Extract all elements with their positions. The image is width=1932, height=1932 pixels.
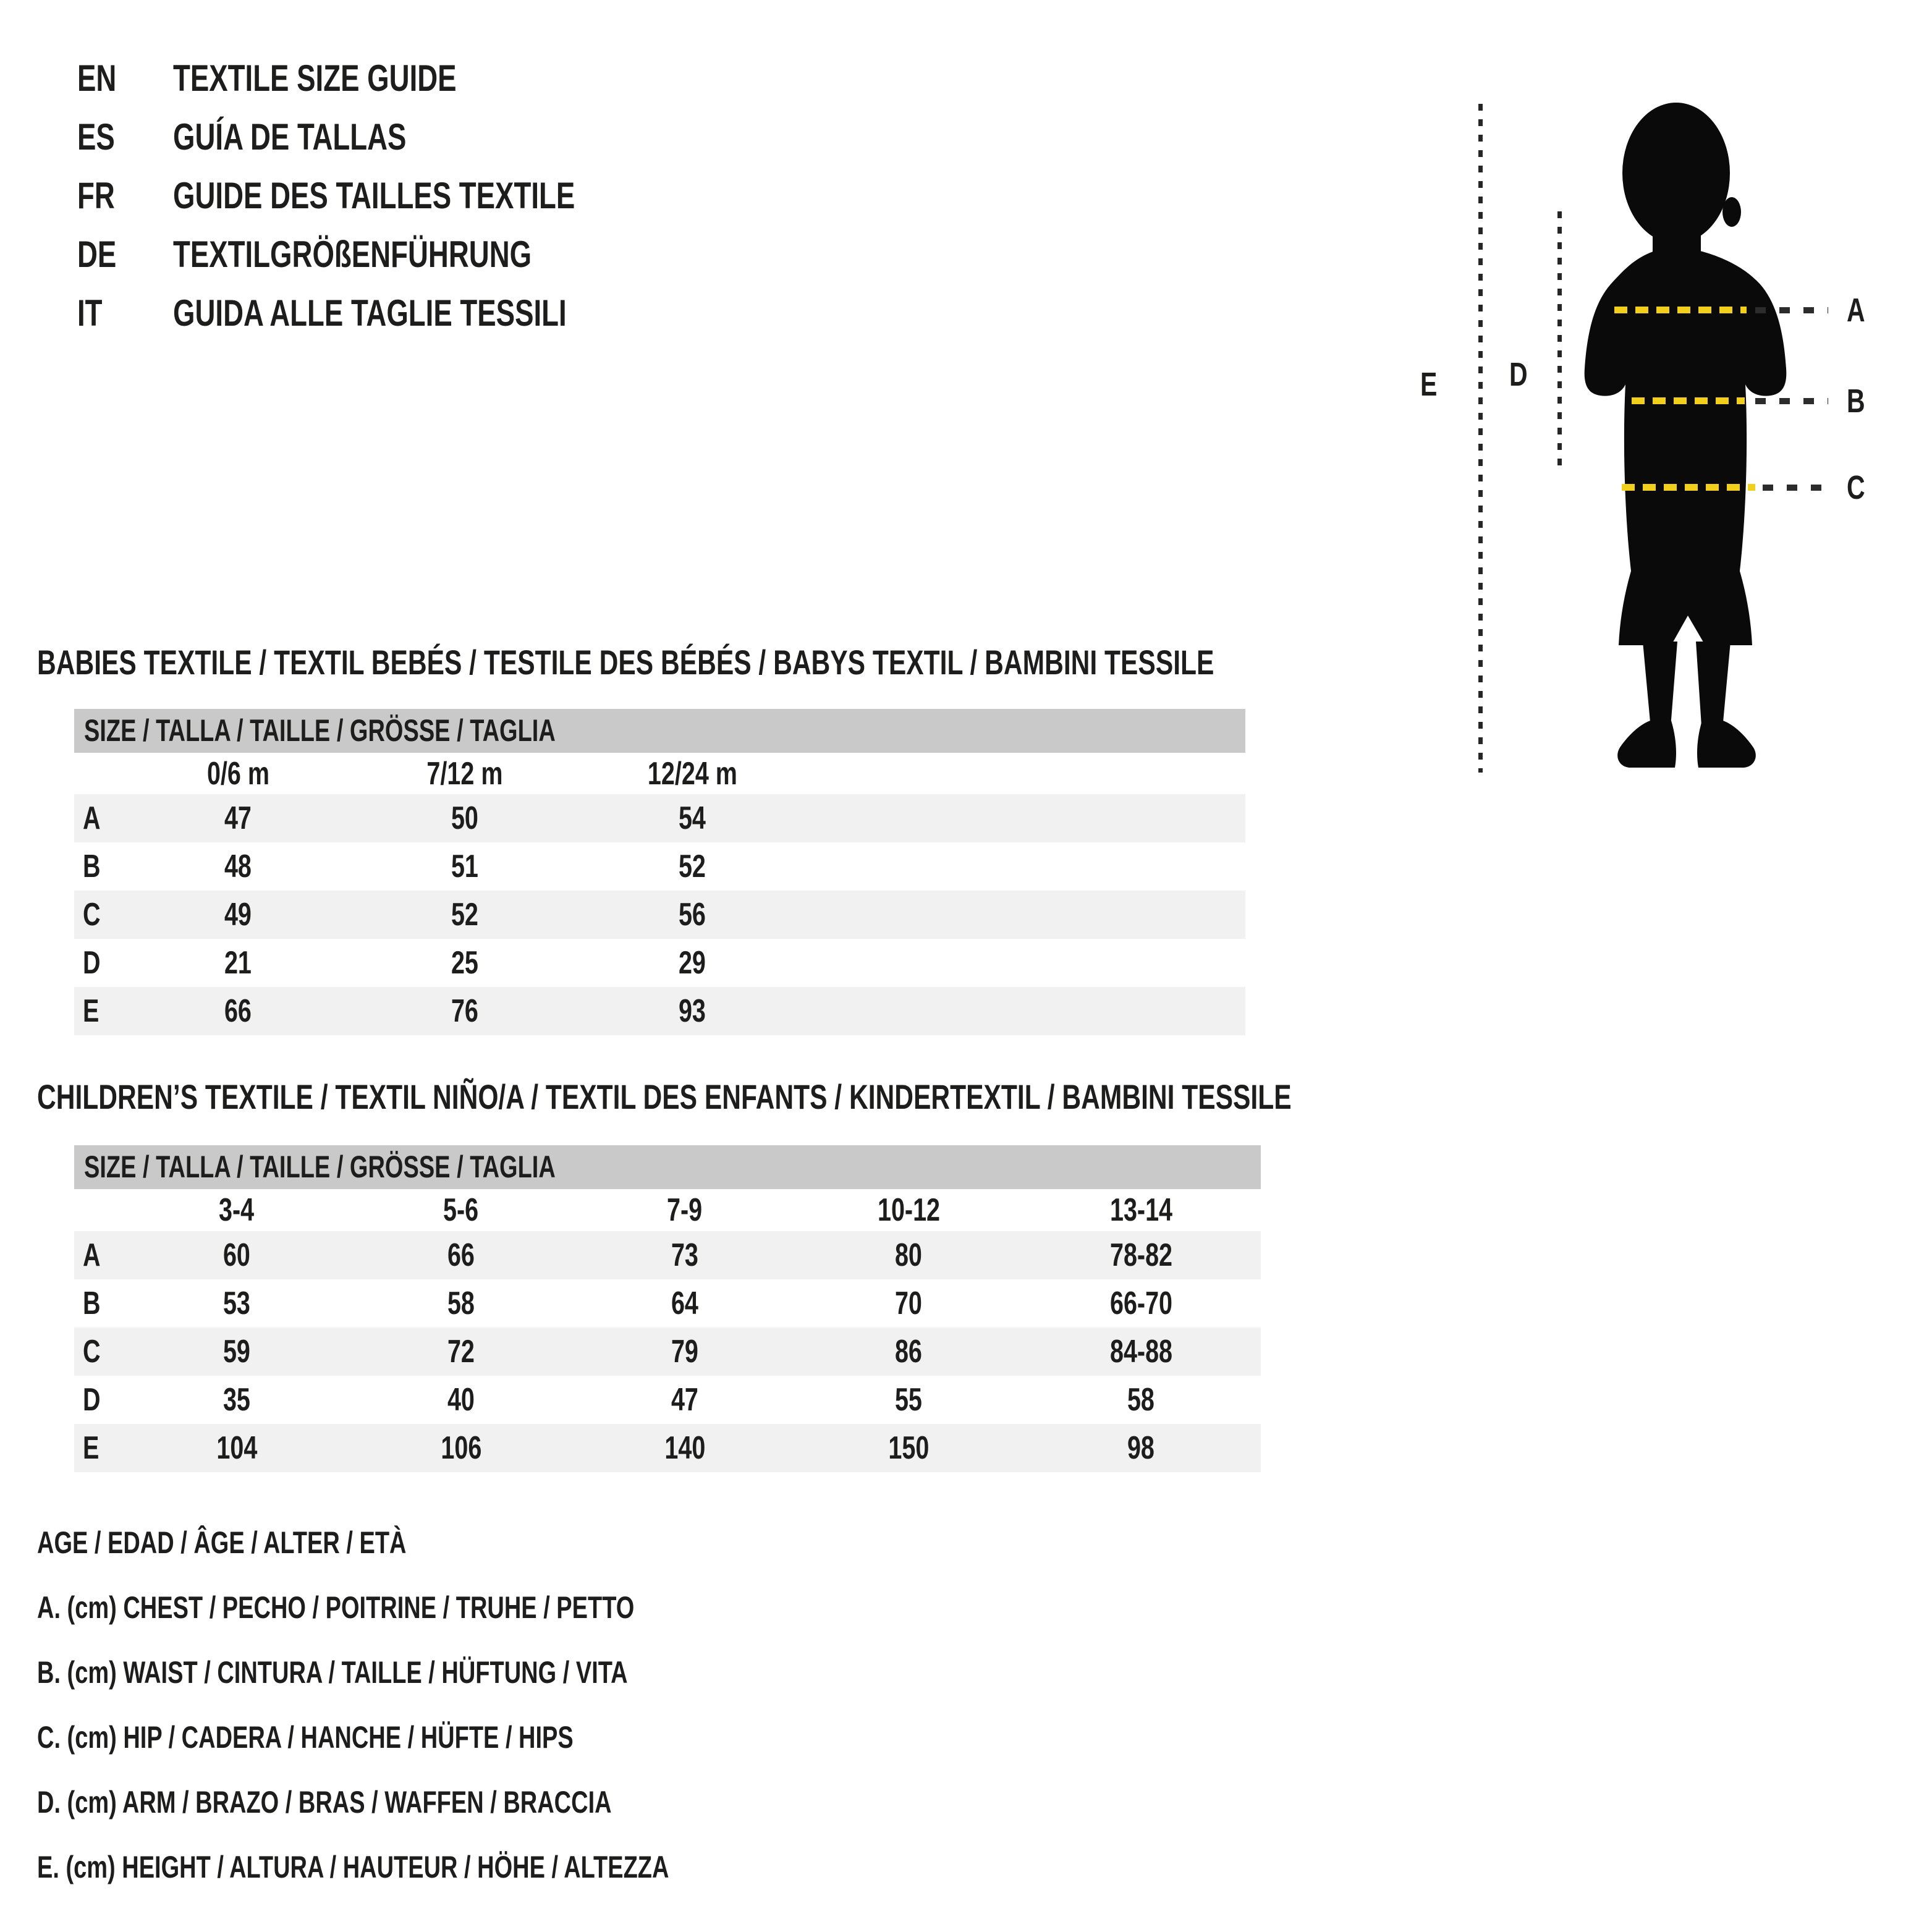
arm-measure-line-D <box>1557 211 1562 471</box>
table-cell: 54 <box>679 800 706 836</box>
waist-leader-dash-B <box>1755 398 1828 404</box>
table-row <box>74 794 1245 842</box>
table-cell: 106 <box>441 1430 481 1466</box>
legend-line-age: AGE / EDAD / ÂGE / ALTER / ETÀ <box>37 1525 407 1560</box>
table-cell: 140 <box>664 1430 705 1466</box>
guide-title: GUIDA ALLE TAGLIE TESSILI <box>173 292 567 334</box>
children-size-header-bar: SIZE / TALLA / TAILLE / GRÖSSE / TAGLIA <box>74 1145 1261 1189</box>
table-cell: 98 <box>1127 1430 1155 1466</box>
table-cell: 73 <box>671 1237 698 1273</box>
table-cell: 60 <box>223 1237 250 1273</box>
table-cell: 56 <box>679 897 706 933</box>
row-label: A <box>83 800 101 836</box>
column-header: 7/12 m <box>426 756 503 792</box>
babies-column-headers <box>74 753 1245 795</box>
table-cell: 70 <box>895 1286 922 1321</box>
language-code: IT <box>77 292 103 334</box>
table-cell: 40 <box>447 1382 475 1418</box>
table-cell: 80 <box>895 1237 922 1273</box>
row-label: B <box>83 1286 101 1321</box>
row-label: C <box>83 897 101 933</box>
table-cell: 78-82 <box>1109 1237 1172 1273</box>
table-cell: 58 <box>447 1286 475 1321</box>
guide-title: TEXTILE SIZE GUIDE <box>173 57 457 99</box>
legend-line-arm: D. (cm) ARM / BRAZO / BRAS / WAFFEN / BRACCIA <box>37 1785 612 1820</box>
table-cell: 104 <box>216 1430 257 1466</box>
table-cell: 86 <box>895 1334 922 1370</box>
column-header: 0/6 m <box>206 756 269 792</box>
row-label: E <box>83 993 100 1029</box>
table-cell: 47 <box>224 800 252 836</box>
legend-line-waist: B. (cm) WAIST / CINTURA / TAILLE / HÜFTUNG / VITA <box>37 1655 628 1690</box>
language-code: DE <box>77 234 117 275</box>
legend-line-hip: C. (cm) HIP / CADERA / HANCHE / HÜFTE / HIPS <box>37 1720 574 1755</box>
guide-title: TEXTILGRÖßENFÜHRUNG <box>173 234 532 275</box>
table-cell: 51 <box>451 849 478 884</box>
column-header: 13-14 <box>1109 1192 1172 1228</box>
table-cell: 29 <box>679 945 706 981</box>
table-cell: 58 <box>1127 1382 1155 1418</box>
language-code: FR <box>77 175 115 216</box>
table-cell: 84-88 <box>1109 1334 1172 1370</box>
table-cell: 93 <box>679 993 706 1029</box>
table-cell: 21 <box>224 945 252 981</box>
table-cell: 150 <box>888 1430 929 1466</box>
row-label: D <box>83 945 101 981</box>
table-row <box>74 1279 1261 1328</box>
chest-leader-dash-A <box>1755 307 1828 313</box>
child-silhouette-icon <box>1583 98 1787 773</box>
hip-measure-dash-C <box>1622 484 1755 491</box>
table-cell: 50 <box>451 800 478 836</box>
hip-leader-dash-C <box>1763 485 1828 491</box>
guide-title: GUIDE DES TAILLES TEXTILE <box>173 175 575 216</box>
table-cell: 59 <box>223 1334 250 1370</box>
table-cell: 76 <box>451 993 478 1029</box>
table-cell: 48 <box>224 849 252 884</box>
table-cell: 79 <box>671 1334 698 1370</box>
language-code: ES <box>77 116 115 158</box>
table-row <box>74 1328 1261 1376</box>
table-row <box>74 1424 1261 1472</box>
column-header: 3-4 <box>219 1192 255 1228</box>
row-label: A <box>83 1237 101 1273</box>
column-header: 7-9 <box>667 1192 703 1228</box>
table-cell: 64 <box>671 1286 698 1321</box>
babies-size-header-bar: SIZE / TALLA / TAILLE / GRÖSSE / TAGLIA <box>74 709 1245 753</box>
chest-measure-dash-A <box>1614 307 1747 313</box>
table-row <box>74 987 1245 1035</box>
table-cell: 55 <box>895 1382 922 1418</box>
children-heading: CHILDREN’S TEXTILE / TEXTIL NIÑO/A / TEXTIL DES ENFANTS / KINDERTEXTIL / BAMBINI TESSILE <box>37 1077 1292 1116</box>
table-cell: 49 <box>224 897 252 933</box>
legend-line-height: E. (cm) HEIGHT / ALTURA / HAUTEUR / HÖHE / ALTEZZA <box>37 1850 669 1884</box>
legend-line-chest: A. (cm) CHEST / PECHO / POITRINE / TRUHE / PETTO <box>37 1590 635 1625</box>
measure-label-A: A <box>1847 292 1865 329</box>
table-cell: 66 <box>224 993 252 1029</box>
table-cell: 72 <box>447 1334 475 1370</box>
row-label: B <box>83 849 101 884</box>
row-label: E <box>83 1430 100 1466</box>
guide-title: GUÍA DE TALLAS <box>173 116 407 158</box>
measure-label-B: B <box>1847 383 1865 420</box>
measure-label-C: C <box>1847 469 1865 506</box>
table-cell: 52 <box>451 897 478 933</box>
table-cell: 35 <box>223 1382 250 1418</box>
row-label: C <box>83 1334 101 1370</box>
table-cell: 66-70 <box>1109 1286 1172 1321</box>
row-label: D <box>83 1382 101 1418</box>
measure-label-E: E <box>1420 366 1438 403</box>
language-code: EN <box>77 57 117 99</box>
measure-label-D: D <box>1509 356 1528 393</box>
table-row <box>74 1376 1261 1424</box>
table-cell: 66 <box>447 1237 475 1273</box>
table-row <box>74 1231 1261 1279</box>
table-row <box>74 842 1245 891</box>
table-cell: 52 <box>679 849 706 884</box>
table-row <box>74 891 1245 939</box>
table-cell: 25 <box>451 945 478 981</box>
table-cell: 53 <box>223 1286 250 1321</box>
column-header: 12/24 m <box>647 756 737 792</box>
waist-measure-dash-B <box>1632 397 1745 404</box>
column-header: 10-12 <box>877 1192 940 1228</box>
table-cell: 47 <box>671 1382 698 1418</box>
table-row <box>74 939 1245 987</box>
babies-heading: BABIES TEXTILE / TEXTIL BEBÉS / TESTILE DES BÉBÉS / BABYS TEXTIL / BAMBINI TESSILE <box>37 643 1214 682</box>
children-column-headers <box>74 1189 1261 1231</box>
column-header: 5-6 <box>443 1192 479 1228</box>
